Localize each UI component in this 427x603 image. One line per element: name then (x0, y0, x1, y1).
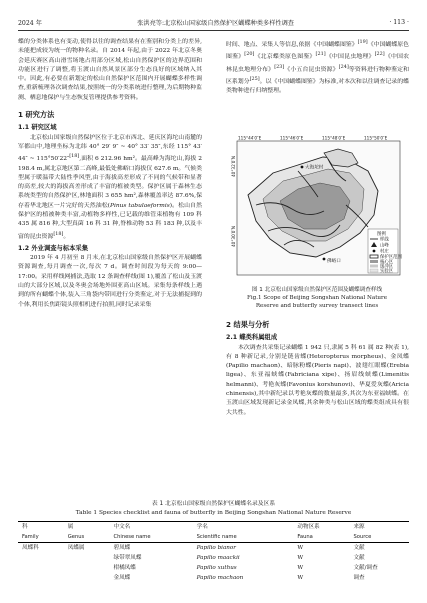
table-caption-cn: 表 1 北京松山国家级自然保护区蝴蝶名录及区系 (151, 501, 276, 507)
legend-item: 实验区 (380, 269, 394, 274)
column-header-en: Family (18, 532, 64, 543)
chinese-name-cell: 绿带翠凤蝶 (113, 554, 142, 561)
column-header-en: Scientific name (193, 532, 294, 543)
column-header: 学名 (193, 522, 294, 533)
fauna-cell: W (297, 544, 304, 551)
figure-caption-cn: 图 1 北京松山国家级自然保护区范围及蝴蝶调查样线 (251, 287, 383, 293)
figure-caption-en-2: Reserve and butterfly survey transect lines (255, 303, 379, 309)
table-header-row (18, 522, 409, 533)
legend-item: 山峰 (380, 243, 389, 249)
lon-label: 115°44′0″E (238, 135, 262, 141)
survey-paragraph: 2019 年 4 月初至 8 月末,在北京松山国家级自然保护区开展蝴蝶资源调查,每月调查一次,每次 7 d。调查时间段为每天的 9:00—17:00。采用样线网捕法,选取 12 条调查样线(图 1),覆盖了松山及玉渡山的大部分区域,以及冬奥会场地外围亚高山区域。采集每条样线上遇到的所有蝴蝶个体,装入三角袋内带回进行分类鉴定,对于无法捕捉到的个体,利用长焦距镜头照相机进行拍照,同时记录采集 (18, 255, 202, 308)
lon-label: 115°50′0″E (364, 135, 388, 141)
legend-item: 样线 (380, 237, 389, 243)
table-header-row-en (18, 532, 409, 543)
column-header: 来源 (349, 522, 409, 533)
results-paragraph: 本次调查共采集记录蝴蝶 1 942 只,隶属 5 科 61 属 82 种(表 1),有 8 种新记录,分别是链齿蝶(Heteropterus morpheus)、金凤蝶(Papilio machaon)、暗脉粉蝶(Pieris napi)、波翅红眼蝶(Erebia ligea)、东亚福蛱蝶(Fabriciana xipe)、扬眉线蛱蝶(Limenitis helmanni)、考艳灰蝶(Favonius korshunovi)、华夏爱灰蝶(Aricia chinensis),其中新纪录以考艳灰蝶的数量最多,其次为东亚福蛱蝶。在玉渡山区域发现新记录金凤蝶,其余种类与松山区域的蝶类组成具有很大共性。 (226, 344, 409, 416)
family-cell (18, 553, 64, 563)
genus-cell (64, 563, 110, 573)
table-row (18, 553, 409, 563)
lon-label: 115°48′0″E (322, 135, 346, 141)
section-1-title: 1 研究方法 (18, 110, 55, 120)
genus-cell (64, 553, 110, 563)
family-cell (18, 563, 64, 573)
scientific-name-cell: Papilio xuthus (196, 564, 237, 571)
chinese-name-cell: 金凤蝶 (113, 574, 131, 581)
table-caption-en: Table 1 Species checklist and fauna of butterfly in Beijing Songshan National Nature Reserve (75, 509, 352, 516)
place-label: 大海坨村 (305, 165, 324, 171)
fauna-cell: W (297, 574, 304, 581)
legend-item: 保护区范围 (380, 255, 402, 260)
scientific-name-cell: Papilio maackii (196, 554, 240, 561)
family-cell (18, 573, 64, 583)
subsection-1-2-title: 1.2 外业调查与标本采集 (18, 244, 89, 252)
right-column-results (226, 313, 409, 418)
legend-item: 缓冲区 (380, 264, 394, 270)
subsection-1-1-title: 1.1 研究区域 (18, 124, 57, 132)
genus-cell: 凤蝶属 (67, 544, 85, 551)
methods-continued-paragraph: 时间、地点、采集人等信息,依据《中国蝴蝶图鉴》[19]《中国蝴蝶原色图鉴》[20]《北京蝶类原色图鉴》[21]《中国昆虫地理》[22]《中国农林昆虫地理分布》[23]《小五台昆虫资源》[24]等资料进行物种鉴定和区系划分[25]。以《中国蝴蝶图鉴》为标准,对本次和以往调查记录的蝶类物种进行归纳整理。 (226, 39, 410, 95)
left-column (18, 38, 202, 310)
lat-label: 40°32′0″N (231, 155, 236, 177)
source-cell: 调查 (353, 574, 365, 581)
reserve-map-figure (228, 135, 406, 281)
table-row (18, 543, 409, 554)
lon-label: 115°46′0″E (280, 135, 304, 141)
lat-label: 40°30′0″N (231, 225, 236, 247)
section-2-title: 2 结果与分析 (226, 320, 270, 329)
column-header-en: Genus (64, 532, 110, 543)
legend-item: 村庄 (380, 249, 389, 255)
family-cell: 凤蝶科 (22, 544, 39, 551)
table-caption (18, 500, 409, 517)
figure-caption-en-1: Fig.1 Scope of Beijing Songshan National Nature (246, 295, 388, 301)
intro-paragraph: 蝶的分类体系也有变动,使得以往的调查结果有在鉴别和分类上的差异,未能把成较为统一的物种名录。自 2014 年起,由于 2022 年北京冬奥会延庆赛区高山滑雪场地占用部分区域,松山自然保护区的边界范围和功能区进行了调整,将玉渡山自然风景区部分生态良好的区域纳入其中。因此,有必要在新划定的松山自然保护区范围内开展蝴蝶多样性调查,重新梳理各次调查结果,按照统一的分类系统进行整理,为后期物种监测、栖息地保护与生态恢复管理提供参考资料。 (18, 39, 202, 101)
column-header-en: Source (349, 532, 409, 543)
right-column-top (226, 38, 409, 96)
source-cell: 文献/调查 (353, 564, 378, 571)
source-cell: 文献 (353, 554, 365, 561)
scientific-name-cell: Papilio bianor (196, 544, 236, 551)
fauna-cell: W (297, 554, 304, 561)
village-marker (301, 166, 304, 169)
header-title: 张洪亮等:北京松山国家级自然保护区蝴蝶种类多样性调查 (137, 19, 294, 27)
source-cell: 文献 (353, 544, 365, 551)
column-header-en: Chinese name (109, 532, 192, 543)
species-table (18, 521, 409, 583)
figure-caption (228, 286, 406, 310)
running-header (18, 14, 409, 31)
subsection-2-1-title: 2.1 蝶类科属组成 (226, 334, 278, 342)
place-label: 佛峪口 (327, 259, 341, 264)
genus-cell (64, 573, 110, 583)
chinese-name-cell: 柑橘凤蝶 (113, 564, 136, 571)
village-marker (323, 258, 326, 261)
header-page-number: · 113 · (389, 18, 409, 26)
fauna-cell: W (297, 564, 304, 571)
column-header: 动物区系 (293, 522, 349, 533)
scientific-name-cell: Papilio machaon (196, 574, 244, 581)
table-row (18, 563, 409, 573)
column-header: 科 (18, 522, 64, 533)
column-header: 中文名 (109, 522, 192, 533)
header-year: 2024 年 (18, 19, 42, 27)
study-area-paragraph: 北京松山国家级自然保护区位于北京市西北、延庆区海坨山南麓的军都山中,地理坐标为北纬 40° 29′ 9″ ~ 40° 33′ 35″,东经 115° 43′ 44″ ~ 115°50′22″[18],面积 6 212.96 hm²。最高峰为海坨山,海拔 2 198.4 m,属北京地区第二高峰,最低处佛峪口海拔仅 627.6 m。气候类型属于暖温带大陆性季风型,由于海拔高差形成了不同的气候带和显著的高差,较大的海拔高差形成了丰富的植被类型。保护区属于森林生态系统类型的自然保护区,林地面积 3 655 hm²,森林覆盖率达 87.6%,保存着华北地区一片完好的天然油松(Pinus tabulaeformis)。松山自然保护区的植被种类丰富,动植物多样性,已记载的维管束植物有 109 科 435 属 816 种,大型真菌 16 科 31 种,脊椎动物 53 科 183 种,以及丰富的昆虫资源[18]。 (18, 134, 202, 240)
chinese-name-cell: 碧凤蝶 (113, 544, 131, 551)
legend-item: 核心区 (380, 260, 394, 265)
map-legend (368, 229, 403, 274)
table-row (18, 573, 409, 583)
legend-title: 图例 (377, 232, 386, 237)
column-header: 属 (64, 522, 110, 533)
column-header-en: Fauna (293, 532, 349, 543)
